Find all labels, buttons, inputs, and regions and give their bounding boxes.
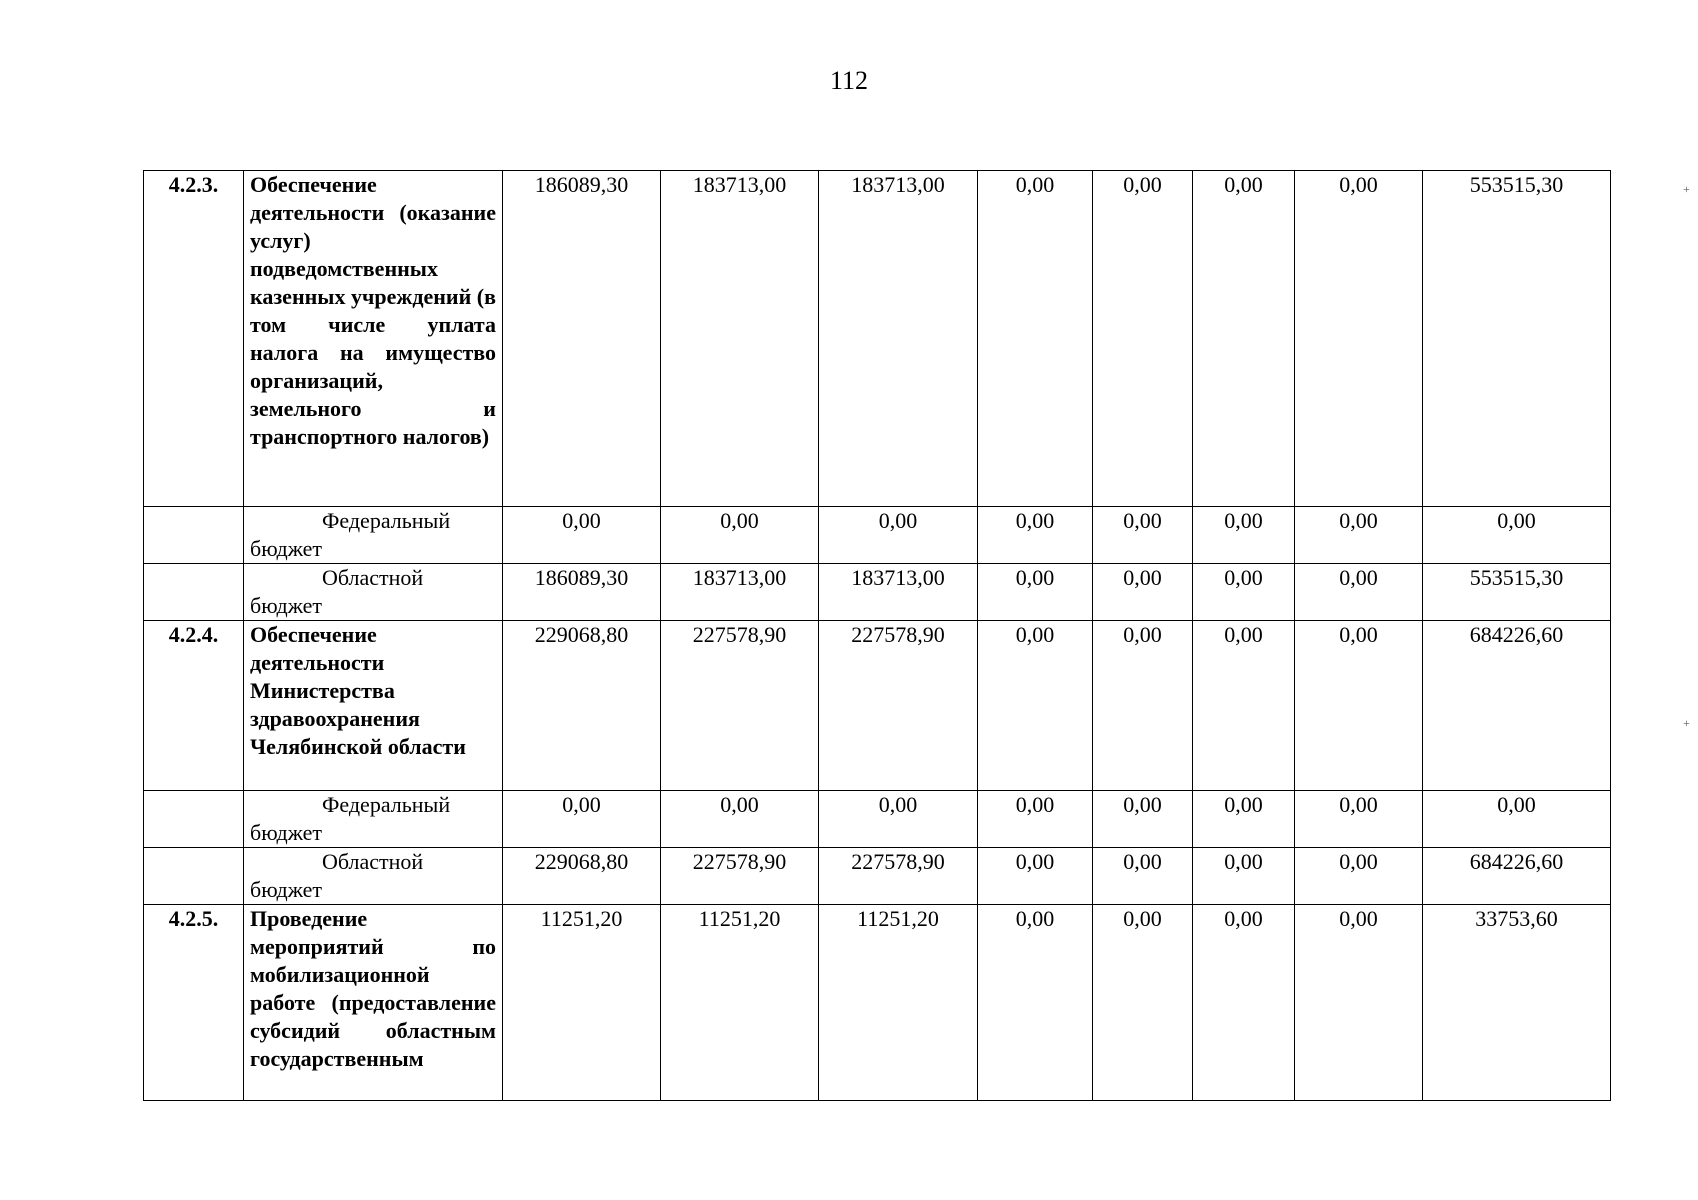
- row-name: [244, 564, 503, 621]
- row-code: [144, 848, 244, 905]
- page-number: 112: [829, 66, 869, 95]
- value-cell: 0,00: [503, 507, 661, 564]
- value-cell: 0,00: [1295, 171, 1423, 507]
- value-cell: 0,00: [1295, 564, 1423, 621]
- value-cell: 0,00: [819, 507, 978, 564]
- value-cell: 11251,20: [661, 905, 819, 1101]
- value-cell: 0,00: [1093, 791, 1193, 848]
- value-cell: 0,00: [1193, 507, 1295, 564]
- row-name-line1: Федеральный: [322, 792, 451, 817]
- value-cell: 0,00: [1093, 564, 1193, 621]
- value-cell: 0,00: [1295, 905, 1423, 1101]
- row-code: [144, 791, 244, 848]
- value-cell: 227578,90: [819, 848, 978, 905]
- row-name: [244, 507, 503, 564]
- value-cell: 0,00: [1193, 905, 1295, 1101]
- value-cell: 0,00: [1295, 791, 1423, 848]
- row-name-line2: бюджет: [250, 877, 322, 902]
- value-cell: 0,00: [978, 848, 1093, 905]
- row-code: [144, 507, 244, 564]
- value-cell: 0,00: [1193, 791, 1295, 848]
- row-name-line1: Областной: [322, 565, 424, 590]
- total-cell: 0,00: [1423, 507, 1611, 564]
- value-cell: 0,00: [1093, 507, 1193, 564]
- row-name: Проведение мероприятий по мобилизационной работе (предоставление субсидий областным государственным: [244, 905, 503, 1101]
- value-cell: 0,00: [1093, 621, 1193, 791]
- value-cell: 227578,90: [819, 621, 978, 791]
- value-cell: 183713,00: [819, 171, 978, 507]
- value-cell: 229068,80: [503, 848, 661, 905]
- value-cell: 0,00: [1295, 621, 1423, 791]
- row-code: 4.2.5.: [144, 905, 244, 1101]
- value-cell: 0,00: [978, 791, 1093, 848]
- value-cell: 0,00: [661, 507, 819, 564]
- total-cell: 553515,30: [1423, 171, 1611, 507]
- value-cell: 0,00: [978, 621, 1093, 791]
- row-name-line2: бюджет: [250, 593, 322, 618]
- table-row: [144, 507, 1611, 564]
- value-cell: 0,00: [1193, 848, 1295, 905]
- value-cell: 0,00: [503, 791, 661, 848]
- value-cell: 227578,90: [661, 848, 819, 905]
- row-name-line2: бюджет: [250, 820, 322, 845]
- table-row: [144, 848, 1611, 905]
- table-row: [144, 171, 1611, 507]
- value-cell: 0,00: [1193, 564, 1295, 621]
- row-code: 4.2.3.: [144, 171, 244, 507]
- value-cell: 11251,20: [819, 905, 978, 1101]
- row-code: [144, 564, 244, 621]
- row-name: [244, 791, 503, 848]
- table-row: [144, 621, 1611, 791]
- value-cell: 0,00: [1093, 171, 1193, 507]
- total-cell: 684226,60: [1423, 848, 1611, 905]
- row-name-line2: бюджет: [250, 536, 322, 561]
- value-cell: 0,00: [819, 791, 978, 848]
- total-cell: 684226,60: [1423, 621, 1611, 791]
- value-cell: 0,00: [1093, 905, 1193, 1101]
- value-cell: 0,00: [1193, 621, 1295, 791]
- row-code: 4.2.4.: [144, 621, 244, 791]
- value-cell: 227578,90: [661, 621, 819, 791]
- total-cell: 33753,60: [1423, 905, 1611, 1101]
- table-row: [144, 564, 1611, 621]
- value-cell: 0,00: [978, 564, 1093, 621]
- row-name: [244, 848, 503, 905]
- budget-table: [143, 170, 1611, 1101]
- value-cell: 0,00: [1193, 171, 1295, 507]
- value-cell: 183713,00: [661, 171, 819, 507]
- value-cell: 183713,00: [661, 564, 819, 621]
- value-cell: 0,00: [1295, 848, 1423, 905]
- table-row: [144, 905, 1611, 1101]
- value-cell: 0,00: [1295, 507, 1423, 564]
- value-cell: 183713,00: [819, 564, 978, 621]
- row-name-line1: Федеральный: [322, 508, 451, 533]
- value-cell: 0,00: [978, 171, 1093, 507]
- value-cell: 0,00: [978, 905, 1093, 1101]
- value-cell: 0,00: [978, 507, 1093, 564]
- row-name-line1: Областной: [322, 849, 424, 874]
- value-cell: 0,00: [1093, 848, 1193, 905]
- total-cell: 0,00: [1423, 791, 1611, 848]
- value-cell: 11251,20: [503, 905, 661, 1101]
- row-name: Обеспечение деятельности Министерства здравоохранения Челябинской области: [244, 621, 503, 791]
- value-cell: 186089,30: [503, 564, 661, 621]
- table-row: [144, 791, 1611, 848]
- value-cell: 186089,30: [503, 171, 661, 507]
- scan-mark: +: [1683, 716, 1690, 730]
- total-cell: 553515,30: [1423, 564, 1611, 621]
- scan-mark: +: [1683, 182, 1690, 196]
- value-cell: 0,00: [661, 791, 819, 848]
- value-cell: 229068,80: [503, 621, 661, 791]
- row-name: Обеспечение деятельности (оказание услуг) подведомственных казенных учреждений (в том числе уплата налога на имущество организаций, земельного и транспортного налогов): [244, 171, 503, 507]
